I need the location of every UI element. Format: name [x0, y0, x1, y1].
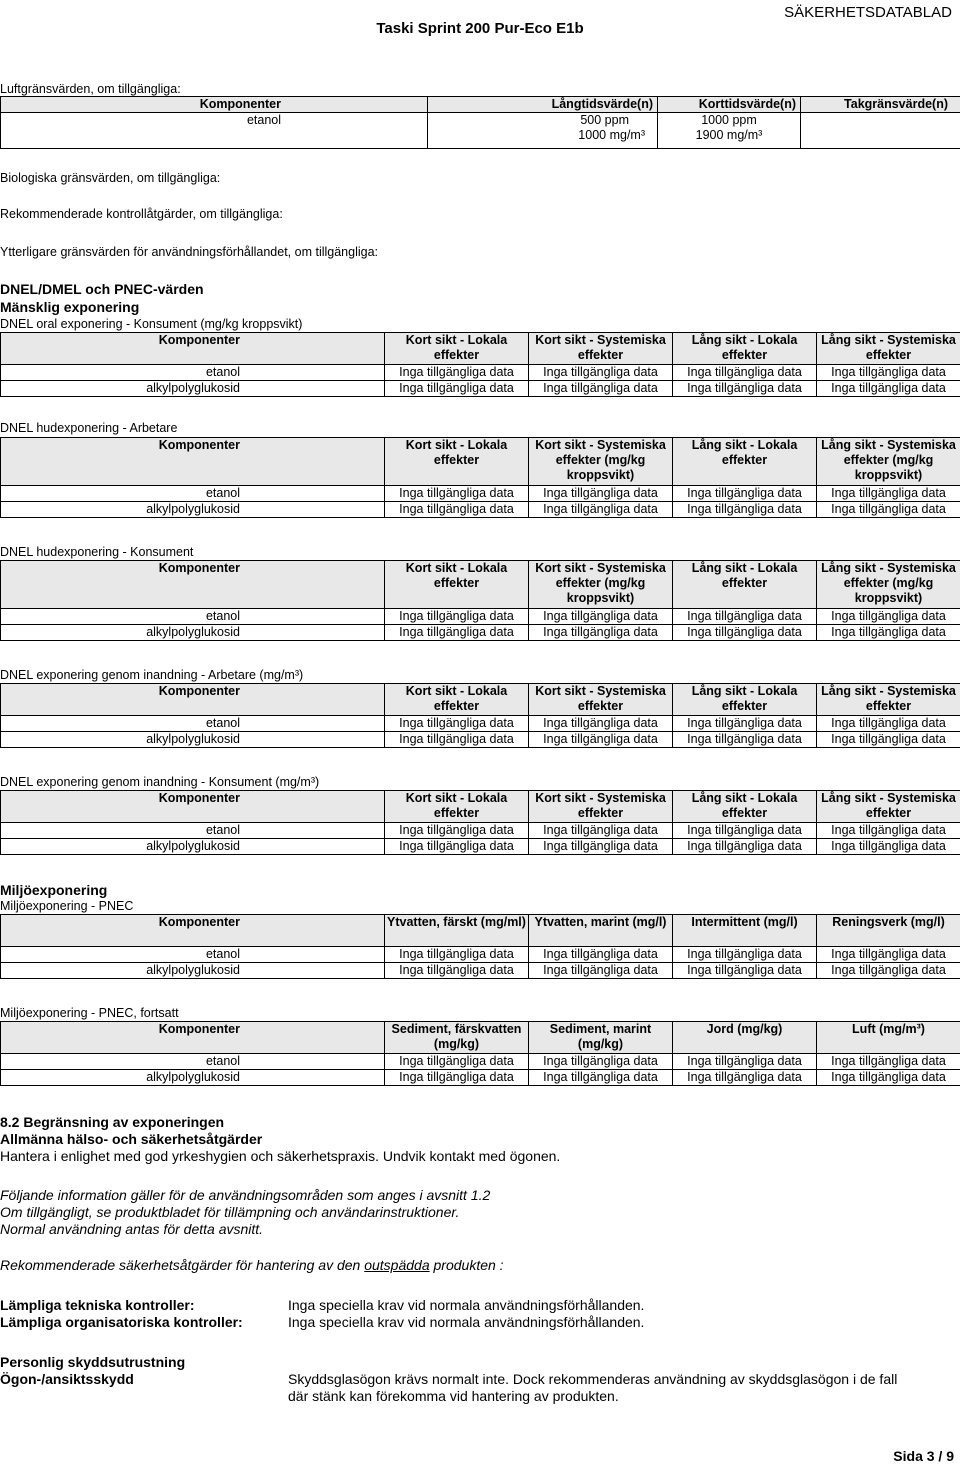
dnel-inhalation-worker-table: [0, 683, 960, 748]
table-cell: Inga tillgängliga data: [529, 365, 673, 381]
table-cell: Inga tillgängliga data: [817, 365, 960, 381]
table-cell: Inga tillgängliga data: [817, 1054, 960, 1070]
col-header: Ytvatten, färskt (mg/ml): [385, 915, 529, 947]
dnel-oral-consumer-table: [0, 332, 960, 397]
table-caption: DNEL hudexponering - Arbetare: [0, 421, 178, 435]
table-cell: Inga tillgängliga data: [385, 502, 529, 518]
table-cell: Inga tillgängliga data: [673, 839, 817, 855]
col-header: Komponenter: [1, 438, 385, 486]
table-cell: Inga tillgängliga data: [385, 947, 529, 963]
air-limits-table: [0, 96, 960, 149]
table-cell: Inga tillgängliga data: [673, 486, 817, 502]
col-header: Kort sikt - Lokala effekter: [385, 684, 529, 716]
component-name: etanol: [1, 113, 428, 149]
table-caption: DNEL exponering genom inandning - Arbetare (mg/m³): [0, 668, 304, 682]
table-cell: Inga tillgängliga data: [529, 1070, 673, 1086]
table-cell: Inga tillgängliga data: [385, 1054, 529, 1070]
col-header: Kort sikt - Lokala effekter: [385, 791, 529, 823]
table-row: [1, 1070, 960, 1086]
table-row: [1, 502, 960, 518]
col-header: Lång sikt - Lokala effekter: [673, 684, 817, 716]
table-cell: Inga tillgängliga data: [529, 716, 673, 732]
table-cell: Inga tillgängliga data: [385, 1070, 529, 1086]
table-caption: Miljöexponering - PNEC: [0, 899, 134, 913]
table-cell: Inga tillgängliga data: [817, 732, 960, 748]
col-header: Kort sikt - Lokala effekter: [385, 561, 529, 609]
table-caption: DNEL oral exponering - Konsument (mg/kg kroppsvikt): [0, 317, 303, 331]
col-header: Intermittent (mg/l): [673, 915, 817, 947]
component-name: etanol: [1, 365, 385, 381]
col-header: Lång sikt - Lokala effekter: [673, 333, 817, 365]
table-cell: Inga tillgängliga data: [385, 609, 529, 625]
table-cell: Inga tillgängliga data: [385, 365, 529, 381]
col-header: Korttidsvärde(n): [658, 97, 801, 113]
component-name: etanol: [1, 1054, 385, 1070]
table-row: [1, 716, 960, 732]
table-cell: Inga tillgängliga data: [673, 502, 817, 518]
col-header: Lång sikt - Lokala effekter: [673, 438, 817, 486]
col-header: Lång sikt - Lokala effekter: [673, 561, 817, 609]
component-name: alkylpolyglukosid: [1, 502, 385, 518]
component-name: etanol: [1, 947, 385, 963]
col-header: Jord (mg/kg): [673, 1022, 817, 1054]
bio-limits-label: Biologiska gränsvärden, om tillgängliga:: [0, 171, 221, 185]
component-name: alkylpolyglukosid: [1, 963, 385, 979]
document-title: Taski Sprint 200 Pur-Eco E1b: [376, 20, 584, 37]
recommended-measures: Rekommenderade säkerhetsåtgärder för hantering av den outspädda produkten :: [0, 1257, 504, 1273]
col-header: Sediment, marint (mg/kg): [529, 1022, 673, 1054]
col-header: Kort sikt - Systemiska effekter: [529, 684, 673, 716]
component-name: alkylpolyglukosid: [1, 381, 385, 397]
col-header: Kort sikt - Systemiska effekter: [529, 333, 673, 365]
table-row: [1, 947, 960, 963]
dnel-dermal-worker-table: [0, 437, 960, 518]
table-cell: Inga tillgängliga data: [529, 381, 673, 397]
ceiling-value: [801, 113, 960, 149]
page-number: Sida 3 / 9: [893, 1448, 954, 1464]
col-header: Komponenter: [1, 1022, 385, 1054]
table-caption: DNEL exponering genom inandning - Konsument (mg/m³): [0, 775, 320, 789]
human-exposure-title: Mänsklig exponering: [0, 299, 140, 315]
document-type: SÄKERHETSDATABLAD: [784, 4, 952, 21]
col-header: Kort sikt - Systemiska effekter: [529, 791, 673, 823]
col-header: Kort sikt - Systemiska effekter (mg/kg kroppsvikt): [529, 438, 673, 486]
col-header: Lång sikt - Systemiska effekter (mg/kg kroppsvikt): [817, 438, 960, 486]
col-header: Reningsverk (mg/l): [817, 915, 960, 947]
col-header: Lång sikt - Systemiska effekter: [817, 684, 960, 716]
table-cell: Inga tillgängliga data: [673, 732, 817, 748]
table-row: [1, 732, 960, 748]
dnel-inhalation-consumer-table: [0, 790, 960, 855]
table-row: [1, 113, 960, 149]
table-row: [1, 1054, 960, 1070]
table-cell: Inga tillgängliga data: [817, 625, 960, 641]
table-cell: Inga tillgängliga data: [529, 1054, 673, 1070]
col-header: Lång sikt - Systemiska effekter: [817, 791, 960, 823]
table-cell: Inga tillgängliga data: [673, 1054, 817, 1070]
table-cell: Inga tillgängliga data: [817, 609, 960, 625]
general-measures-title: Allmänna hälso- och säkerhetsåtgärder: [0, 1131, 263, 1147]
col-header: Komponenter: [1, 791, 385, 823]
table-cell: Inga tillgängliga data: [529, 609, 673, 625]
org-controls-value: Inga speciella krav vid normala användningsförhållanden.: [288, 1314, 645, 1330]
info-line-3: Normal användning antas för detta avsnitt.: [0, 1221, 264, 1237]
col-header: Komponenter: [1, 561, 385, 609]
col-header: Takgränsvärde(n): [801, 97, 960, 113]
ppe-title: Personlig skyddsutrustning: [0, 1354, 186, 1370]
extra-limits-label: Ytterligare gränsvärden för användningsförhållandet, om tillgängliga:: [0, 245, 379, 259]
table-cell: Inga tillgängliga data: [529, 732, 673, 748]
eye-protection-label: Ögon-/ansiktsskydd: [0, 1371, 134, 1387]
table-cell: Inga tillgängliga data: [673, 947, 817, 963]
table-caption: Miljöexponering - PNEC, fortsatt: [0, 1006, 179, 1020]
table-cell: Inga tillgängliga data: [673, 381, 817, 397]
eye-protection-value-2: där stänk kan förekomma vid hantering av produkten.: [288, 1388, 619, 1404]
table-cell: Inga tillgängliga data: [529, 839, 673, 855]
table-cell: Inga tillgängliga data: [817, 1070, 960, 1086]
table-cell: Inga tillgängliga data: [673, 1070, 817, 1086]
env-title: Miljöexponering: [0, 882, 108, 898]
table-row: [1, 609, 960, 625]
tech-controls-label: Lämpliga tekniska kontroller:: [0, 1297, 195, 1313]
pnec-table: [0, 914, 960, 979]
table-cell: Inga tillgängliga data: [673, 365, 817, 381]
eye-protection-value-1: Skyddsglasögon krävs normalt inte. Dock rekommenderas användning av skyddsglasögon i de fall: [288, 1371, 898, 1387]
table-cell: Inga tillgängliga data: [817, 716, 960, 732]
col-header: Kort sikt - Systemiska effekter (mg/kg kroppsvikt): [529, 561, 673, 609]
table-cell: Inga tillgängliga data: [817, 839, 960, 855]
dnel-title: DNEL/DMEL och PNEC-värden: [0, 281, 204, 297]
component-name: alkylpolyglukosid: [1, 839, 385, 855]
col-header: Komponenter: [1, 684, 385, 716]
component-name: etanol: [1, 609, 385, 625]
table-cell: Inga tillgängliga data: [529, 823, 673, 839]
table-cell: Inga tillgängliga data: [529, 502, 673, 518]
info-line-1: Följande information gäller för de användningsområden som anges i avsnitt 1.2: [0, 1187, 491, 1203]
col-header: Komponenter: [1, 97, 428, 113]
col-header: Kort sikt - Lokala effekter: [385, 438, 529, 486]
general-measures-text: Hantera i enlighet med god yrkeshygien och säkerhetspraxis. Undvik kontakt med ögonen.: [0, 1148, 561, 1164]
table-cell: Inga tillgängliga data: [673, 716, 817, 732]
table-row: [1, 625, 960, 641]
table-cell: Inga tillgängliga data: [817, 486, 960, 502]
table-cell: Inga tillgängliga data: [385, 716, 529, 732]
table-row: [1, 486, 960, 502]
table-cell: Inga tillgängliga data: [529, 486, 673, 502]
component-name: alkylpolyglukosid: [1, 625, 385, 641]
component-name: alkylpolyglukosid: [1, 1070, 385, 1086]
air-limits-label: Luftgränsvärden, om tillgängliga:: [0, 82, 181, 96]
col-header: Luft (mg/m³): [817, 1022, 960, 1054]
table-cell: Inga tillgängliga data: [385, 486, 529, 502]
dnel-dermal-consumer-table: [0, 560, 960, 641]
table-cell: Inga tillgängliga data: [673, 823, 817, 839]
col-header: Lång sikt - Lokala effekter: [673, 791, 817, 823]
table-cell: Inga tillgängliga data: [385, 963, 529, 979]
table-cell: Inga tillgängliga data: [385, 839, 529, 855]
table-cell: Inga tillgängliga data: [385, 625, 529, 641]
table-cell: Inga tillgängliga data: [529, 625, 673, 641]
table-caption: DNEL hudexponering - Konsument: [0, 545, 194, 559]
table-cell: Inga tillgängliga data: [817, 823, 960, 839]
tech-controls-value: Inga speciella krav vid normala användningsförhållanden.: [288, 1297, 645, 1313]
col-header: Komponenter: [1, 915, 385, 947]
table-cell: Inga tillgängliga data: [673, 625, 817, 641]
table-cell: Inga tillgängliga data: [673, 609, 817, 625]
pnec-continued-table: [0, 1021, 960, 1086]
component-name: etanol: [1, 716, 385, 732]
table-row: [1, 381, 960, 397]
org-controls-label: Lämpliga organisatoriska kontroller:: [0, 1314, 243, 1330]
col-header: Kort sikt - Lokala effekter: [385, 333, 529, 365]
table-cell: Inga tillgängliga data: [817, 502, 960, 518]
col-header: Sediment, färskvatten (mg/kg): [385, 1022, 529, 1054]
long-term-value: 500 ppm 1000 mg/m³: [428, 113, 658, 149]
section-8-2-title: 8.2 Begränsning av exponeringen: [0, 1114, 225, 1130]
controls-label: Rekommenderade kontrollåtgärder, om tillgängliga:: [0, 207, 283, 221]
short-term-value: 1000 ppm 1900 mg/m³: [658, 113, 801, 149]
table-cell: Inga tillgängliga data: [529, 947, 673, 963]
table-row: [1, 963, 960, 979]
col-header: Ytvatten, marint (mg/l): [529, 915, 673, 947]
table-cell: Inga tillgängliga data: [529, 963, 673, 979]
info-line-2: Om tillgängligt, se produktbladet för tillämpning och användarinstruktioner.: [0, 1204, 460, 1220]
table-cell: Inga tillgängliga data: [385, 823, 529, 839]
table-cell: Inga tillgängliga data: [817, 963, 960, 979]
table-cell: Inga tillgängliga data: [673, 963, 817, 979]
table-cell: Inga tillgängliga data: [385, 381, 529, 397]
component-name: etanol: [1, 486, 385, 502]
component-name: etanol: [1, 823, 385, 839]
col-header: Långtidsvärde(n): [428, 97, 658, 113]
table-row: [1, 365, 960, 381]
col-header: Komponenter: [1, 333, 385, 365]
col-header: Lång sikt - Systemiska effekter (mg/kg kroppsvikt): [817, 561, 960, 609]
col-header: Lång sikt - Systemiska effekter: [817, 333, 960, 365]
table-row: [1, 839, 960, 855]
table-cell: Inga tillgängliga data: [385, 732, 529, 748]
table-cell: Inga tillgängliga data: [817, 947, 960, 963]
table-row: [1, 823, 960, 839]
component-name: alkylpolyglukosid: [1, 732, 385, 748]
table-cell: Inga tillgängliga data: [817, 381, 960, 397]
